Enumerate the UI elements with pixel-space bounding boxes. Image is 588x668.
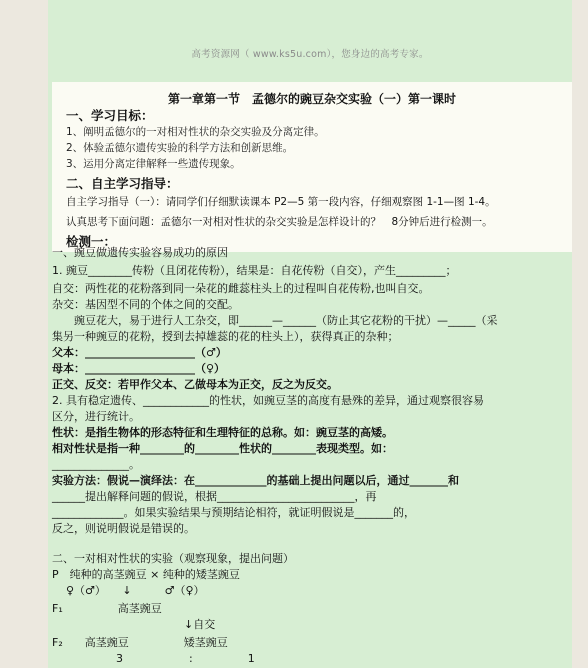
line-11: 区分，进行统计。 (52, 410, 140, 423)
line-19: 二、一对相对性状的实验（观察现象，提出问题） (52, 552, 294, 565)
line-16: ______提出解释问题的假说，根据_________________________，再 (52, 490, 377, 503)
line-7: 父本：____________________（♂） (52, 346, 227, 359)
line-4: 杂交：基因型不同的个体之间的交配。 (52, 298, 239, 311)
line-9: 正交、反交：若甲作父本、乙做母本为正交，反之为反交。 (52, 378, 338, 391)
document-page (48, 0, 572, 668)
line-3: 自交：两性花的花粉落到同一朵花的雌蕊柱头上的过程叫自花传粉,也叫自交。 (52, 282, 430, 295)
guide-line-2: 认真思考下面问题：孟德尔一对相对性状的杂交实验是怎样设计的？ 8分钟后进行检测一。 (66, 216, 493, 228)
check-title: 检测一： (66, 234, 117, 249)
goal-item-3: 3、运用分离定律解释一些遗传现象。 (66, 158, 241, 170)
section-goals-title: 一、学习目标： (66, 108, 154, 123)
guide-line-1: 自主学习指导（一）：请同学们仔细默读课本 P2—5 第一段内容，仔细观察图 1-1—图 1-4。 (66, 196, 496, 208)
line-23: ↓自交 (184, 618, 216, 631)
section-self-study-title: 二、自主学习指导： (66, 176, 179, 191)
page-header: 高考资源网（ www.ks5u.com），您身边的高考专家。 (191, 49, 429, 60)
line-18: 反之，则说明假说是错误的。 (52, 522, 195, 535)
line-15: 实验方法：假说—演绎法：在_____________的基础上提出问题以后，通过_______和 (52, 474, 459, 487)
goal-item-2: 2、体验孟德尔遗传实验的科学方法和创新思维。 (66, 142, 294, 154)
line-21: ♀（♂） ↓ ♂（♀） (66, 584, 205, 597)
line-6: 集另一种豌豆的花粉，授到去掉雄蕊的花的柱头上），获得真正的杂种； (52, 330, 399, 343)
line-5: 豌豆花大，易于进行人工杂交，即______—______（防止其它花粉的干扰）—_____（采 (52, 314, 498, 327)
line-17: _____________。如果实验结果与预期结论相符，就证明假说是_______的， (52, 506, 415, 519)
line-25: 3 : 1 (116, 652, 255, 665)
line-10: 2. 具有稳定遗传、____________的性状，如豌豆茎的高度有悬殊的差异，通过观察很容易 (52, 394, 484, 407)
page-title: 第一章第一节 孟德尔的豌豆杂交实验（一）第一课时 (167, 92, 456, 106)
goal-item-1: 1、阐明孟德尔的一对相对性状的杂交实验及分离定律。 (66, 126, 325, 138)
line-14: ______________。 (52, 458, 140, 471)
line-13: 相对性状是指一种________的________性状的________表现类型。如： (52, 442, 393, 455)
line-2: 1. 豌豆________传粉（且闭花传粉），结果是：自花传粉（自交），产生_________； (52, 264, 457, 277)
line-8: 母本：____________________（♀） (52, 362, 226, 375)
line-12: 性状：是指生物体的形态特征和生理特征的总称。如：豌豆茎的高矮。 (52, 426, 393, 439)
line-1: 一、豌豆做遗传实验容易成功的原因 (52, 246, 228, 259)
line-20: P 纯种的高茎豌豆 × 纯种的矮茎豌豆 (52, 568, 240, 581)
embedded-sheet (52, 82, 572, 252)
line-24: F₂ 高茎豌豆 矮茎豌豆 (52, 636, 228, 649)
line-22: F₁ 高茎豌豆 (52, 602, 162, 615)
